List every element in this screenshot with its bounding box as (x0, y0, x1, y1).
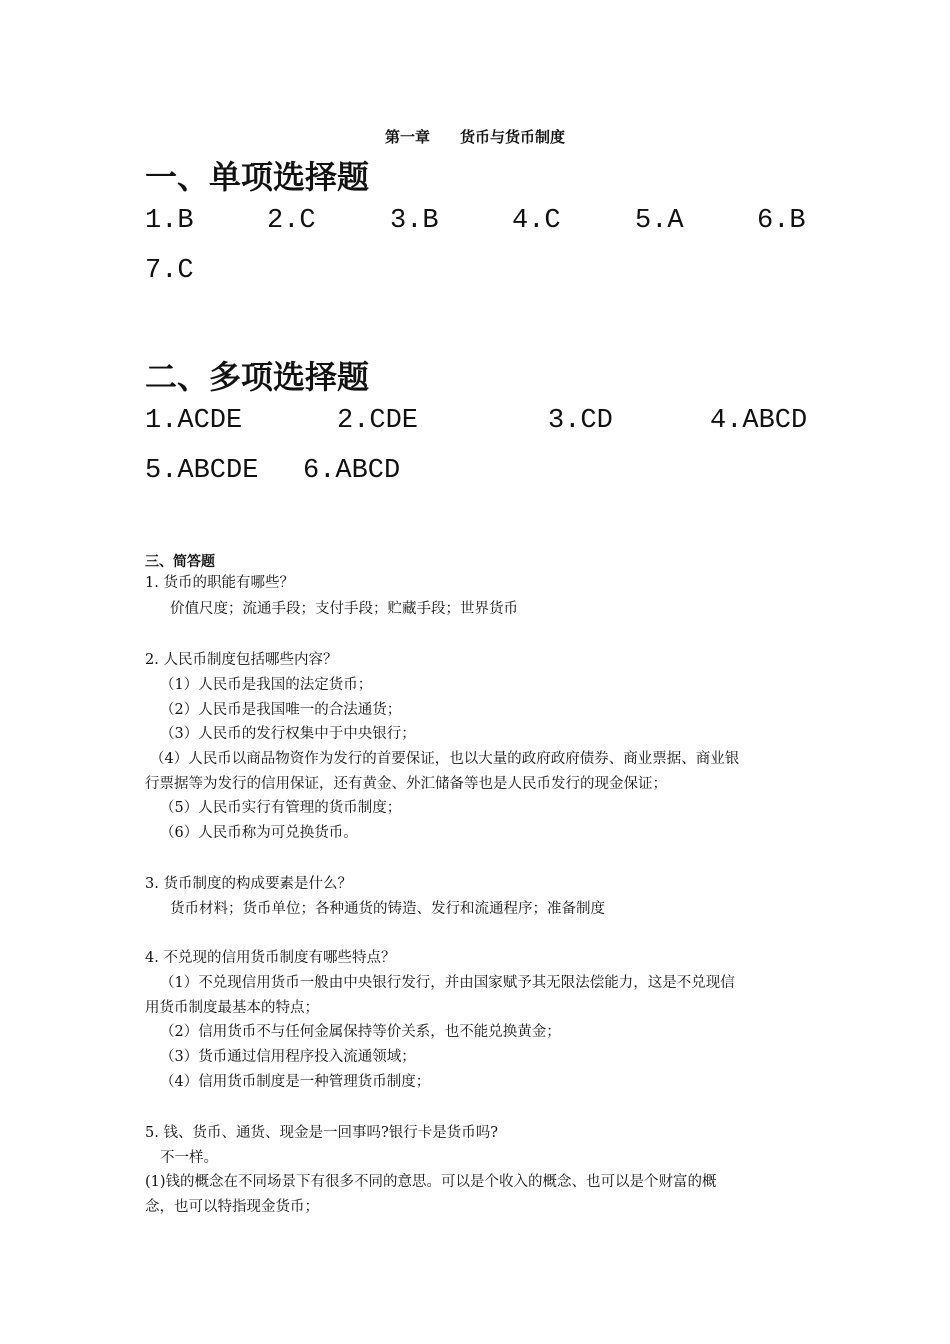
answer: 5.A (635, 206, 684, 236)
answer-item: (1)钱的概念在不同场景下有很多不同的意思。可以是个收入的概念、也可以是个财富的概 (145, 1174, 717, 1190)
answer-item: （3）人民币的发行权集中于中央银行； (160, 726, 416, 742)
answer-item: （1）人民币是我国的法定货币； (160, 677, 373, 693)
answer: 3.B (390, 206, 439, 236)
question: 3. 货币制度的构成要素是什么？ (145, 876, 352, 892)
question: 5. 钱、货币、通货、现金是一回事吗?银行卡是货币吗? (145, 1125, 498, 1141)
chapter-heading (0, 126, 950, 147)
answer: 1.B (145, 206, 194, 236)
answer-item: （4）人民币以商品物资作为发行的首要保证，也以大量的政府政府债券、商业票据、商业银 (150, 751, 740, 767)
section-title-single-choice: 一、单项选择题 (145, 158, 370, 196)
chapter-number: 第一章 (384, 128, 430, 146)
answer-item: （4）信用货币制度是一种管理货币制度； (160, 1074, 431, 1090)
question: 1. 货币的职能有哪些？ (145, 575, 294, 591)
answer: 5.ABCDE (145, 456, 259, 486)
answer: 7.C (145, 256, 194, 286)
question: 2. 人民币制度包括哪些内容？ (145, 652, 338, 668)
answer: 6.ABCD (303, 456, 401, 486)
answer-text: 价值尺度；流通手段；支付手段；贮藏手段；世界货币 (170, 601, 518, 617)
answer: 2.CDE (337, 406, 419, 436)
answer-item: （3）货币通过信用程序投入流通领域； (160, 1049, 416, 1065)
answer-item: （1）不兑现信用货币一般由中央银行发行，并由国家赋予其无限法偿能力，这是不兑现信 (160, 975, 735, 991)
answer-item: （2）人民币是我国唯一的合法通货； (160, 702, 402, 718)
answer-item: （5）人民币实行有管理的货币制度； (160, 800, 402, 816)
question: 4. 不兑现的信用货币制度有哪些特点？ (145, 950, 396, 966)
section-title-short-answer: 三、简答题 (145, 554, 215, 570)
answer: 4.C (512, 206, 561, 236)
answer: 3.CD (548, 406, 613, 436)
section-title-multiple-choice: 二、多项选择题 (145, 358, 370, 396)
answer: 1.ACDE (145, 406, 243, 436)
answer-item: （2）信用货币不与任何金属保持等价关系，也不能兑换黄金； (160, 1024, 561, 1040)
answer-item: 念，也可以特指现金货币； (145, 1199, 319, 1215)
answer-item: （6）人民币称为可兑换货币。 (160, 825, 358, 841)
answer: 2.C (267, 206, 316, 236)
answer: 6.B (757, 206, 806, 236)
chapter-title: 货币与货币制度 (460, 128, 566, 146)
answer-item: 行票据等为发行的信用保证，还有黄金、外汇储备等也是人民币发行的现金保证； (145, 776, 667, 792)
answer-text: 货币材料；货币单位；各种通货的铸造、发行和流通程序；准备制度 (170, 901, 605, 917)
answer-item: 用货币制度最基本的特点； (145, 1000, 319, 1016)
answer-item: 不一样。 (160, 1150, 218, 1166)
answer: 4.ABCD (710, 406, 808, 436)
